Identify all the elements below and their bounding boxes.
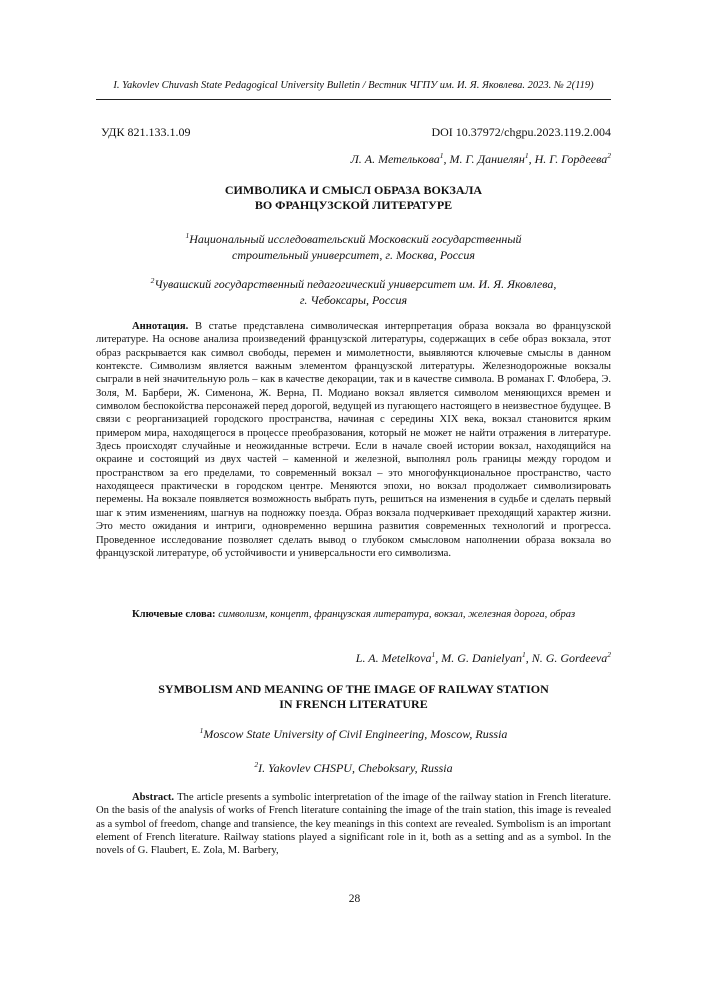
author-separator: , (528, 152, 535, 166)
affiliation-en-1 (96, 726, 611, 742)
author-affiliation-mark: 2 (607, 151, 611, 160)
author-separator: , (443, 152, 450, 166)
author-name: Л. А. Метелькова (350, 152, 440, 166)
author-affiliation-mark: 1 (521, 650, 526, 659)
title-line: ВО ФРАНЦУЗСКОЙ ЛИТЕРАТУРЕ (254, 198, 453, 212)
abstract-text: В статье представлена символическая интерпретация образа вокзала во французской литературе. На основе анализа произведений французской литературы, содержащих в себе образ вокзала, этот образ раскрывается как символ свободы, перемен и мимолетности, выявляются ключевые смыслы в данном контексте. Символизм является важным элементом французской литературы. Железнодорожные вокзалы сыграли в ней значительную роль – как в качестве декорации, так и в качестве символа. В романах Г. Флобера, Э. Золя, М. Барбери, Ж. Сименона, Ж. Верна, П. Модиано вокзал является символом меняющихся времен и символом беспокойства персонажей перед дорогой, ведущей из пугающего настоящего в неизвестное будущее. В связи с реорганизацией городского пространства, начиная с середины XIX века, вокзал становится ярким примером мира, находящегося в процессе преобразования, который не может не найти отражения в литературе. Здесь происходят случайные и неожиданные встречи. Если в начале своей истории вокзал, находящийся на окраине и состоящий из двух частей – каменной и железной, выполнял роль границы между городом и пространством за его пределами, то современный вокзал – это многофункциональное пространство, часто находящееся практически в городском центре. Меняются эпохи, но вокзал продолжает символизировать перемены. На вокзале появляется возможность выбрать путь, решиться на изменения в судьбе и сделать первый шаг к этим изменениям, шагнув на подножку поезда. Образ вокзала подчеркивает преходящий характер жизни. Это место ожидания и интриги, одновременно вершина развития современных технологий и прогресса. Проведенное исследование позволяет сделать вывод о глубоком смысловом наполнении образа вокзала во французской литературе, об устойчивости и универсальности его символизма. (96, 321, 611, 559)
affiliation-ru-1 (96, 231, 611, 263)
authors-ru (351, 152, 611, 167)
affiliation-mark: 1 (199, 726, 204, 735)
author-name: L. A. Metelkova (355, 651, 432, 665)
affiliation-line: строительный университет, г. Москва, Россия (232, 248, 475, 262)
affiliation-mark: 2 (254, 760, 259, 769)
article-title-en (96, 682, 611, 712)
affiliation-en-2 (96, 760, 611, 776)
abstract-label: Abstract. (132, 792, 175, 803)
title-line: IN FRENCH LITERATURE (279, 697, 428, 711)
running-head: I. Yakovlev Chuvash State Pedagogical University Bulletin / Вестник ЧГПУ им. И. Я. Яковлева. 2023. № 2(119) (113, 80, 594, 91)
affiliation-ru-2 (96, 276, 611, 308)
header-rule (96, 99, 611, 100)
author-separator: , (525, 651, 532, 665)
page-number: 28 (348, 893, 361, 905)
affiliation-text: I. Yakovlev CHSPU, Cheboksary, Russia (258, 761, 453, 775)
udk-code: УДК 821.133.1.09 (101, 125, 191, 139)
affiliation-line: Чувашский государственный педагогический университет им. И. Я. Яковлева, (154, 277, 557, 291)
title-line: SYMBOLISM AND MEANING OF THE IMAGE OF RAILWAY STATION (158, 682, 549, 696)
author-name: M. G. Danielyan (441, 651, 522, 665)
affiliation-text: Moscow State University of Civil Engineering, Moscow, Russia (203, 727, 508, 741)
keywords-ru (96, 608, 611, 621)
author-name: Н. Г. Гордеева (534, 152, 608, 166)
affiliation-line: г. Чебоксары, Россия (299, 293, 408, 307)
keywords-label: Ключевые слова: (132, 609, 216, 620)
author-affiliation-mark: 2 (607, 650, 611, 659)
authors-en (356, 651, 611, 666)
abstract-en (96, 791, 611, 858)
author-separator: , (435, 651, 442, 665)
abstract-text: The article presents a symbolic interpretation of the image of the railway station in French literature. On the basis of the analysis of works of French literature containing the image of the train station, this image is revealed as a symbol of freedom, change and transience, the key meanings in this context are revealed. Symbolism is an important element of French literature. Railway stations played a significant role in it, both as a setting and as a symbol. In the novels of G. Flaubert, E. Zola, M. Barbery, (96, 792, 611, 857)
affiliation-line: Национальный исследовательский Московский государственный (189, 232, 522, 246)
author-affiliation-mark: 1 (439, 151, 444, 160)
author-name: М. Г. Даниелян (449, 152, 525, 166)
article-title-ru (96, 183, 611, 213)
author-affiliation-mark: 1 (524, 151, 529, 160)
doi: DOI 10.37972/chgpu.2023.119.2.004 (431, 125, 611, 139)
affiliation-mark: 2 (150, 276, 155, 285)
affiliation-mark: 1 (185, 231, 190, 240)
author-affiliation-mark: 1 (431, 650, 436, 659)
abstract-ru (96, 320, 611, 560)
author-name: N. G. Gordeeva (531, 651, 608, 665)
abstract-label: Аннотация. (132, 321, 189, 332)
keywords-text: символизм, концепт, французская литература, вокзал, железная дорога, образ (215, 609, 576, 620)
title-line: СИМВОЛИКА И СМЫСЛ ОБРАЗА ВОКЗАЛА (224, 183, 483, 197)
